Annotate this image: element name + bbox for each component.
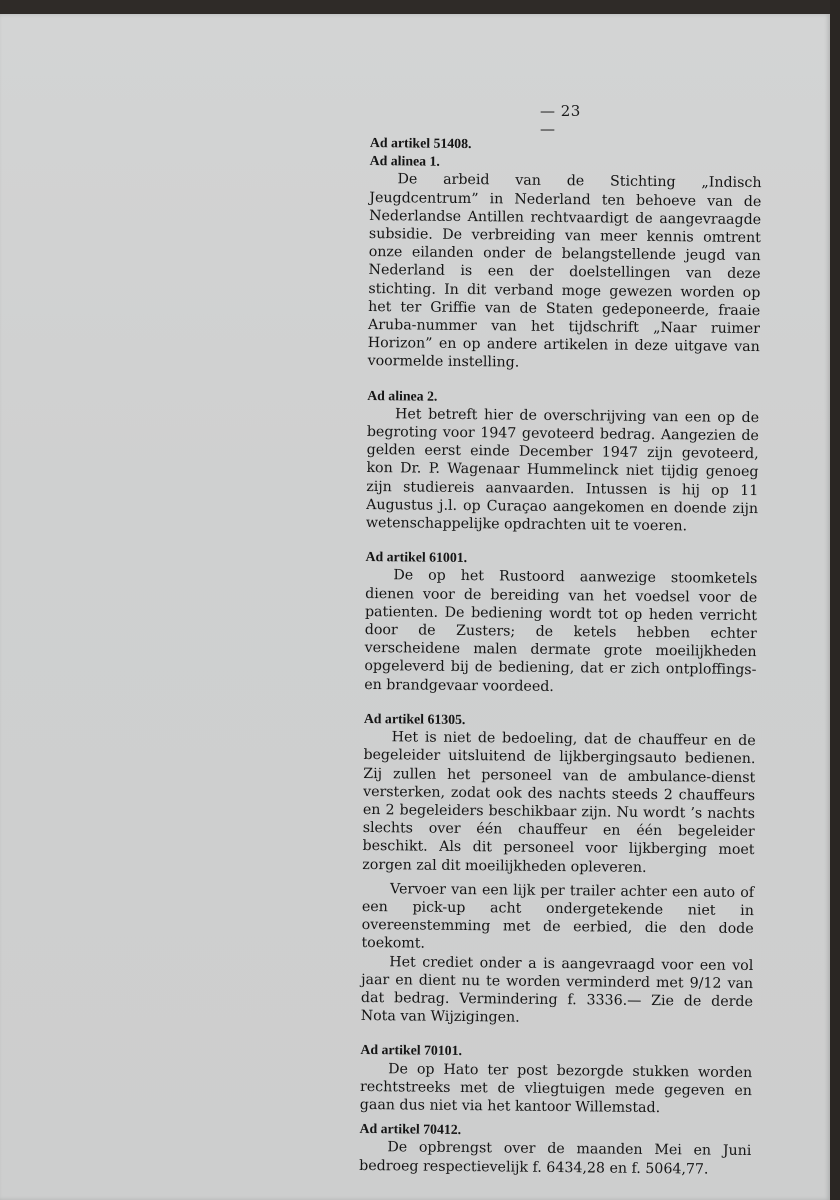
section-heading: Ad artikel 51408. (369, 134, 472, 152)
paragraph: De arbeid van de Stichting „Indisch Jeugdcentrum” in Nederland ten behoeve van de Nederlandse Antillen rechtvaardigt de aangevraagde subsidie. De verbreiding van meer kennis omtrent onze eilanden onder de belangstellende jeugd van Nederland is een der doelstellingen van deze stichting. In dit verband moge gewezen worden op het ter Griffie van de Staten gedeponeerde, fraaie Aruba-nummer van het tijdschrift „Naar ruimer Horizon” en op andere artikelen in deze uitgave van voormelde instelling. (367, 171, 762, 372)
section-artikel-51408 (368, 134, 762, 375)
paragraph: De op het Rustoord aanwezige stoomketels dienen voor de bereiding van het voedsel voor de patienten. De bediening wordt tot op heden verricht door de Zusters; de ketels hebben echter verscheidene malen dermate grote moeilijkheden opgeleverd bij de bediening, dat er zich ontploffings- en brandgevaar voordeed. (364, 567, 758, 695)
section-subheading: Ad alinea 1. (369, 153, 440, 169)
paragraph: De opbrengst over de maanden Mei en Juni bedroeg respectievelijk f. 6434,28 en f. 5064,77. (359, 1139, 752, 1178)
section-heading: Ad alinea 2. (367, 387, 438, 404)
scan-border-right (830, 0, 840, 1200)
scan-border-top (0, 0, 840, 14)
section-heading: Ad artikel 70101. (360, 1042, 463, 1059)
document-page (0, 14, 830, 1200)
section-heading: Ad artikel 61305. (363, 710, 466, 727)
paragraph: Het betreft hier de overschrijving van een op de begroting voor 1947 gevoteerd bedrag. Aangezien de gelden eerst einde December 1947 zijn gevoteerd, kon Dr. P. Wagenaar Hummelinck niet tijdig genoeg zijn studiereis aanvaarden. Intussen is hij op 11 Augustus j.l. op Curaçao aangekomen en doende zijn wetenschappelijke opdrachten uit te voeren. (365, 406, 760, 535)
section-heading: Ad artikel 61001. (365, 549, 468, 566)
paragraph: Het crediet onder a is aangevraagd voor een vol jaar en dient nu te worden verminderd met 9/12 van dat bedrag. Vermindering f. 3336.— Zie de derde Nota van Wijzigingen. (360, 953, 754, 1026)
paragraph: Vervoer van een lijk per trailer achter een auto of een pick-up acht ondergetekende niet in overeenstemming met de eerbied, die den dode toekomt. (361, 880, 755, 952)
paragraph: De op Hato ter post bezorgde stukken worden rechtstreeks met de vliegtuigen mede gegeven en gaan dus niet via het kantoor Willemstad. (359, 1060, 753, 1117)
section-heading: Ad artikel 70412. (359, 1121, 462, 1138)
section-artikel-61001 (364, 548, 758, 698)
section-artikel-61305 (361, 710, 756, 1030)
page-number: — 23 — (540, 102, 581, 138)
paragraph: Het is niet de bedoeling, dat de chauffeur en de begeleider uitsluitend de lijkbergingsauto bedienen. Zij zullen het personeel van de ambulance-dienst versterken, zodat ook des nachts steeds 2 chauffeurs en 2 begeleiders beschikbaar zijn. Nu wordt ’s nachts slechts over één chauffeur en één begeleider beschikt. Als dit personeel voor lijkberging moet zorgen zal dit moeilijkheden opleveren. (362, 729, 756, 876)
section-alinea-2 (366, 387, 760, 537)
document-body (359, 134, 762, 1179)
section-artikel-70101 (360, 1041, 753, 1118)
section-artikel-70412 (359, 1120, 752, 1179)
